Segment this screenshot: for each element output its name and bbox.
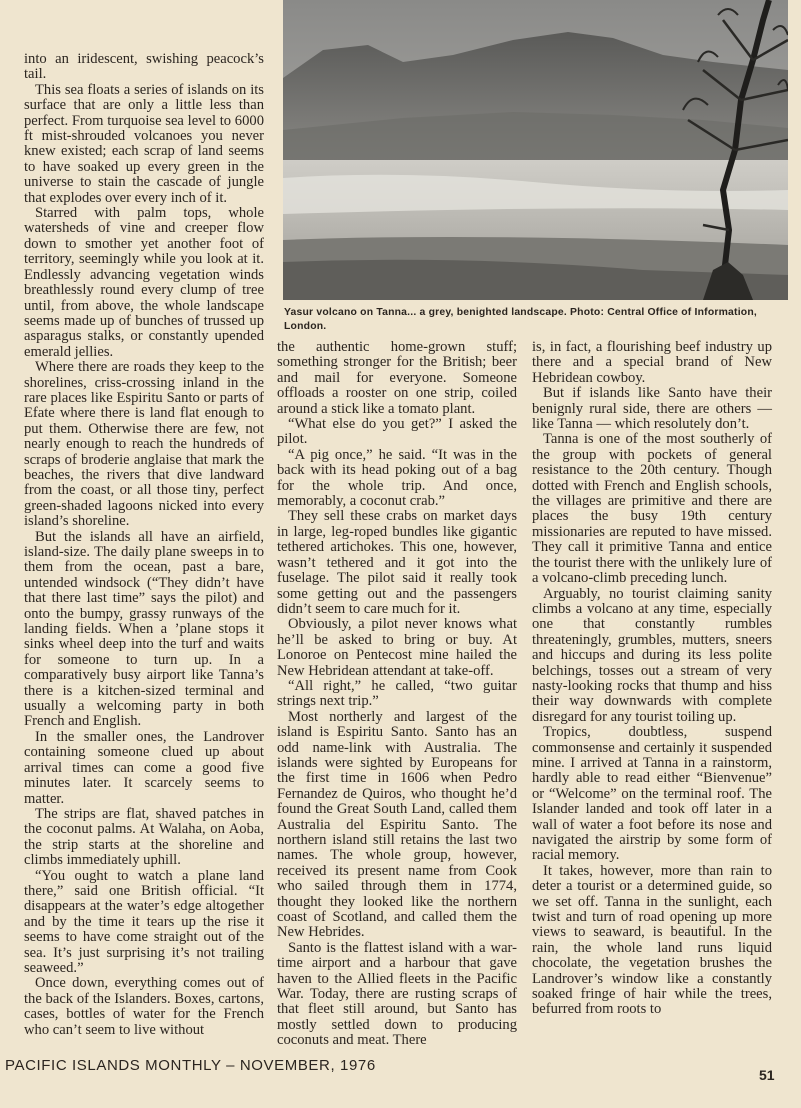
article-column-3 (532, 340, 772, 1018)
paragraph: “All right,” he called, “two guitar strings next trip.” (277, 677, 517, 710)
publication-footer: PACIFIC ISLANDS MONTHLY – NOVEMBER, 1976 (5, 1057, 376, 1074)
paragraph: This sea floats a series of islands on its surface that are only a little less than perfect. From turquoise sea level to 6000 ft mist-shrouded volcanoes you never knew existed; each scrap of land seems to have soaked up every green in the universe to stain the cascade of jungle that explodes over every inch of it. (24, 81, 264, 206)
paragraph: the authentic home-grown stuff; something stronger for the British; beer and mail for everyone. Someone offloads a rooster on one strip, coiled around a stick like a tomato plant. (277, 339, 517, 417)
article-column-1 (24, 52, 264, 1038)
paragraph: into an iridescent, swishing peacock’s tail. (24, 51, 264, 83)
paragraph: They sell these crabs on market days in large, leg-roped bundles like gigantic tethered artichokes. This one, however, wasn’t tethered and it got into the fuselage. The pilot said it really took some getting out and the passengers didn’t seem to care much for it. (277, 508, 517, 617)
photo-caption: Yasur volcano on Tanna... a grey, benighted landscape. Photo: Central Office of Information, London. (284, 307, 757, 332)
paragraph: is, in fact, a flourishing beef industry up there and a special brand of New Hebridean cowboy. (532, 339, 772, 386)
paragraph: Tropics, doubtless, suspend commonsense and certainly it suspended mine. I arrived at Tanna in a rainstorm, hardly able to read either “Bienvenue” or “Welcome” on the terminal roof. The Islander landed and took off later in a wall of water a foot before its nose and navigated the airstrip by some form of racial memory. (532, 724, 772, 864)
volcano-photo (283, 0, 788, 300)
paragraph: Tanna is one of the most southerly of the group with pockets of general resistance to the 20th century. Though dotted with French and English schools, the villages are primitive and there are places the busy 19th century missionaries are reputed to have missed. They call it primitive Tanna and entice the tourist there with the unlikely lure of a volcano-climb preceding lunch. (532, 431, 772, 587)
paragraph: “A pig once,” he said. “It was in the back with its head poking out of a bag for the whole trip. And once, memorably, a coconut crab.” (277, 446, 517, 510)
paragraph: Starred with palm tops, whole watersheds of vine and creeper flow down to smother yet another foot of territory, seemingly while you look at it. Endlessly advancing vegetation winds breathlessly round every clump of tree until, from above, the whole landscape seems made up of bunches of trussed up asparagus stalks, or constantly upended emerald jellies. (24, 205, 264, 360)
paragraph: The strips are flat, shaved patches in the coconut palms. At Walaha, on Aoba, the strip starts at the shoreline and climbs immediately uphill. (24, 805, 264, 869)
paragraph: Once down, everything comes out of the back of the Islanders. Boxes, cartons, cases, bottles of water for the French who can’t seem to live without (24, 975, 264, 1038)
paragraph: In the smaller ones, the Landrover containing someone clued up about arrival times can come a good five minutes later. It scarcely seems to matter. (24, 728, 264, 807)
paragraph: Most northerly and largest of the island is Espiritu Santo. Santo has an odd name-link with Australia. The islands were sighted by Europeans for the first time in 1606 when Pedro Fernandez de Quiros, who thought he’d found the Great South Land, called them Australia del Espiritu Santo. The northern island still retains the last two names. The whole group, however, received its present name from Cook who sailed through them in 1774, thought they looked like the northern coast of Scotland, and called them the New Hebrides. (277, 708, 517, 941)
paragraph: Obviously, a pilot never knows what he’ll be asked to bring or buy. At Lonoroe on Pentecost mine hailed the New Hebridean attendant at take-off. (277, 616, 517, 679)
paragraph: “What else do you get?” I asked the pilot. (277, 416, 517, 448)
paragraph: But if islands like Santo have their benignly rural side, there are others — like Tanna — which resolutely don’t. (532, 385, 772, 433)
paragraph: But the islands all have an airfield, island-size. The daily plane sweeps in to them from the ocean, past a bare, untended windsock (“They didn’t have that there last time” says the pilot) and onto the bumpy, grassy runways of the landing fields. When a ’plane stops it sinks wheel deep into the turf and waits for someone to turn up. In a comparatively busy airport like Tanna’s there is a kitchen-sized terminal and usually a welcoming party in both French and English. (24, 528, 264, 730)
paragraph: Santo is the flattest island with a war-time airport and a harbour that gave haven to the Allied fleets in the Pacific War. Today, there are rusting scraps of that fleet still around, but Santo has mostly settled down to producing coconuts and meat. There (277, 939, 517, 1049)
paragraph: Arguably, no tourist claiming sanity climbs a volcano at any time, especially one that constantly rumbles threateningly, grumbles, mutters, sneers and hiccups and during its less polite belchings, tosses out a stream of very nasty-looking rocks that thump and hiss their way downwards with complete disregard for any tourist toiling up. (532, 585, 772, 725)
paragraph: Where there are roads they keep to the shorelines, criss-crossing inland in the rare places like Espiritu Santo or parts of Efate where there is land flat enough to put them. Otherwise there are few, not nearly enough to reach the hundreds of scraps of broderie anglaise that mark the beaches, the rivers that dive landward from the coast, or all those tiny, perfect green-shaded lagoons nicked into every island’s shoreline. (24, 359, 264, 530)
article-column-2 (277, 340, 517, 1049)
paragraph: “You ought to watch a plane land there,” said one British official. “It disappears at the water’s edge altogether and by the time it tears up the rise it seems to have come straight out of the sea. It’s just surprising it’s not trailing seaweed.” (24, 867, 264, 976)
paragraph: It takes, however, more than rain to deter a tourist or a determined guide, so we set off. Tanna in the sunlight, each twist and turn of road opening up more views to seaward, is beautiful. In the rain, the whole land runs liquid chocolate, the vegetation brushes the Landrover’s window like a constantly soaked fringe of hair while the trees, befurred from roots to (532, 862, 772, 1018)
page-number: 51 (759, 1067, 775, 1083)
